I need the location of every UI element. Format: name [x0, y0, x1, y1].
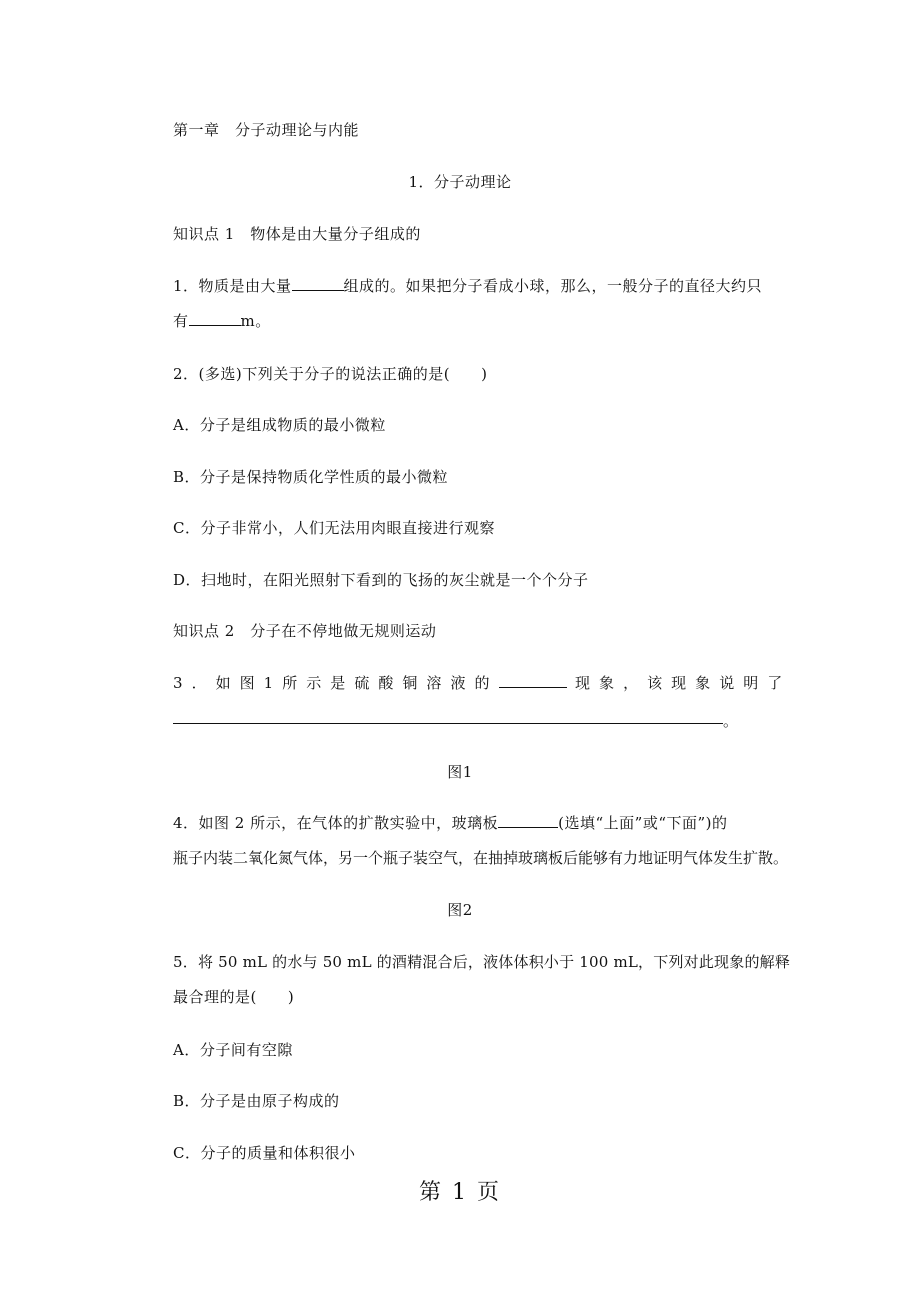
q3-char: 3	[173, 674, 184, 692]
q5-option-b: B．分子是由原子构成的	[173, 1092, 340, 1110]
q3-char: ，	[623, 674, 639, 692]
q1-blank-1	[292, 276, 344, 291]
knowledge-point-2: 知识点 2 分子在不停地做无规则运动	[173, 622, 437, 640]
page-number-footer: 第 1 页	[419, 1180, 501, 1205]
q3-char: 示	[306, 674, 322, 692]
q3-blank-1	[499, 673, 567, 688]
q3-char: 是	[330, 674, 346, 692]
q5-option-c: C．分子的质量和体积很小	[173, 1144, 356, 1162]
q1-text-d: m。	[240, 312, 271, 330]
q2-option-a: A．分子是组成物质的最小微粒	[173, 416, 386, 434]
q3-char: 该	[647, 674, 663, 692]
q2-option-d: D．扫地时，在阳光照射下看到的飞扬的灰尘就是一个个分子	[173, 571, 589, 589]
q3-char: 现	[575, 674, 591, 692]
q3-char: 说	[719, 674, 735, 692]
q3-char: 明	[743, 674, 759, 692]
q4-text-a: 4．如图 2 所示，在气体的扩散实验中，玻璃板	[173, 814, 499, 832]
q2-option-c: C．分子非常小，人们无法用肉眼直接进行观察	[173, 519, 495, 537]
q5-option-a: A．分子间有空隙	[173, 1041, 293, 1059]
q3-end-mark: 。	[723, 712, 739, 730]
question-4-line-2: 瓶子内装二氧化氮气体，另一个瓶子装空气，在抽掉玻璃板后能够有力地证明气体发生扩散。	[173, 849, 789, 867]
question-1-line-2	[173, 311, 271, 331]
question-2: 2．(多选)下列关于分子的说法正确的是( )	[173, 365, 488, 383]
knowledge-point-1: 知识点 1 物体是由大量分子组成的	[173, 225, 421, 243]
q3-blank-2	[173, 723, 723, 724]
question-5-line-1: 5．将 50 mL 的水与 50 mL 的酒精混合后，液体体积小于 100 mL，下列对此现象的解释	[173, 953, 791, 971]
q1-text-b: 组成的。如果把分子看成小球，那么，一般分子的直径大约只	[343, 277, 763, 295]
q1-text-c: 有	[173, 312, 189, 330]
q3-char: 溶	[426, 674, 442, 692]
figure-2-caption: 图2	[447, 901, 473, 919]
q3-char: 现	[671, 674, 687, 692]
q4-blank	[498, 813, 558, 828]
q3-char: 酸	[378, 674, 394, 692]
q1-blank-2	[189, 311, 241, 326]
q3-char: 了	[767, 674, 783, 692]
q4-text-b: (选填“上面”或“下面”)的	[558, 814, 728, 832]
q3-char: 象	[695, 674, 711, 692]
figure-1-caption: 图1	[447, 763, 473, 781]
q3-char: 硫	[354, 674, 370, 692]
section-title: 1．分子动理论	[408, 173, 512, 191]
q3-char: 1	[263, 674, 274, 692]
q3-char: 液	[450, 674, 466, 692]
q3-char: 象	[599, 674, 615, 692]
q2-option-b: B．分子是保持物质化学性质的最小微粒	[173, 468, 449, 486]
question-4-line-1	[173, 813, 728, 833]
q3-char: 图	[239, 674, 256, 692]
q3-char: 铜	[402, 674, 418, 692]
q1-text-a: 1．物质是由大量	[173, 277, 292, 295]
question-5-line-2: 最合理的是( )	[173, 988, 295, 1006]
q3-char: 如	[215, 674, 232, 692]
q3-char: 的	[474, 674, 490, 692]
question-1-line-1	[173, 276, 762, 296]
q3-char: 所	[282, 674, 298, 692]
chapter-title: 第一章 分子动理论与内能	[173, 121, 360, 139]
q3-char: ．	[191, 674, 208, 692]
question-3-line-1	[173, 673, 783, 693]
